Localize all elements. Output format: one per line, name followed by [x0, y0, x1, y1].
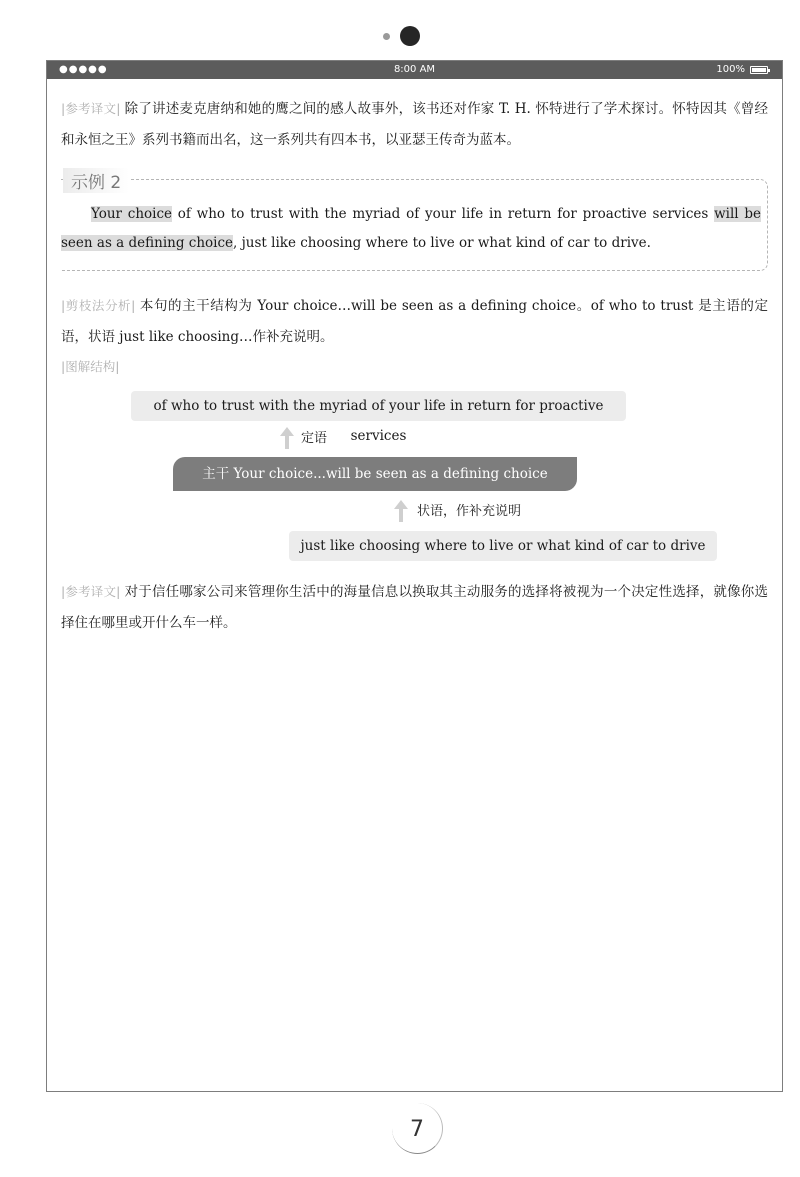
up-arrow-icon: [283, 427, 291, 447]
page-number: 7: [392, 1103, 443, 1154]
battery-percent: 100%: [716, 64, 745, 75]
example-title: 示例 2: [63, 168, 129, 193]
analysis-text: 本句的主干结构为 Your choice…will be seen as a defining choice。of who to trust 是主语的定语，状语 just like choosing…作补充说明。: [61, 298, 768, 345]
tablet-frame: [46, 60, 783, 1092]
signal-icon: ●●●●●: [59, 64, 108, 75]
translation-text-1: 除了讲述麦克唐纳和她的鹰之间的感人故事外，该书还对作家 T. H. 怀特进行了学术探讨。怀特因其《曾经和永恒之王》系列书籍而出名，这一系列共有四本书，以亚瑟王传奇为蓝本。: [61, 101, 768, 148]
tag-translation-2: |参考译文|: [61, 584, 121, 599]
camera-lens: [400, 26, 420, 46]
highlight-predicate: will be seen as a defining choice: [61, 206, 761, 251]
translation-text-2: 对于信任哪家公司来管理你生活中的海量信息以换取其主动服务的选择将被视为一个决定性选择，就像你选择住在哪里或开什么车一样。: [61, 584, 768, 631]
label-adverbial: 状语，作补充说明: [417, 504, 522, 519]
pruning-analysis: [61, 290, 768, 353]
attributive-clause-bar: of who to trust with the myriad of your life in return for proactive services: [131, 391, 626, 421]
adverbial-clause-bar: just like choosing where to live or what kind of car to drive: [289, 531, 717, 561]
example-sentence: [61, 200, 761, 258]
tag-diagram: |图解结构|: [61, 359, 120, 374]
highlight-subject: Your choice: [91, 206, 173, 222]
status-bar: [47, 61, 782, 79]
example-box: [61, 173, 768, 271]
sensor-dot: [383, 33, 390, 40]
reference-translation-2: [61, 576, 768, 639]
up-arrow-icon: [397, 500, 405, 520]
label-attributive: 定语: [301, 431, 328, 446]
battery-status: [716, 61, 768, 79]
battery-icon: [750, 66, 768, 74]
example-tail: , just like choosing where to live or what kind of car to drive.: [233, 235, 651, 251]
tag-translation: |参考译文|: [61, 101, 121, 116]
status-time: 8:00 AM: [393, 64, 436, 75]
reference-translation-1: [61, 93, 768, 156]
tag-analysis: |剪枝法分析|: [61, 298, 136, 313]
camera: [383, 26, 420, 46]
example-mid: of who to trust with the myriad of your life in return for proactive services: [172, 206, 715, 222]
main-clause-bar: 主干 Your choice...will be seen as a defining choice: [173, 457, 577, 491]
